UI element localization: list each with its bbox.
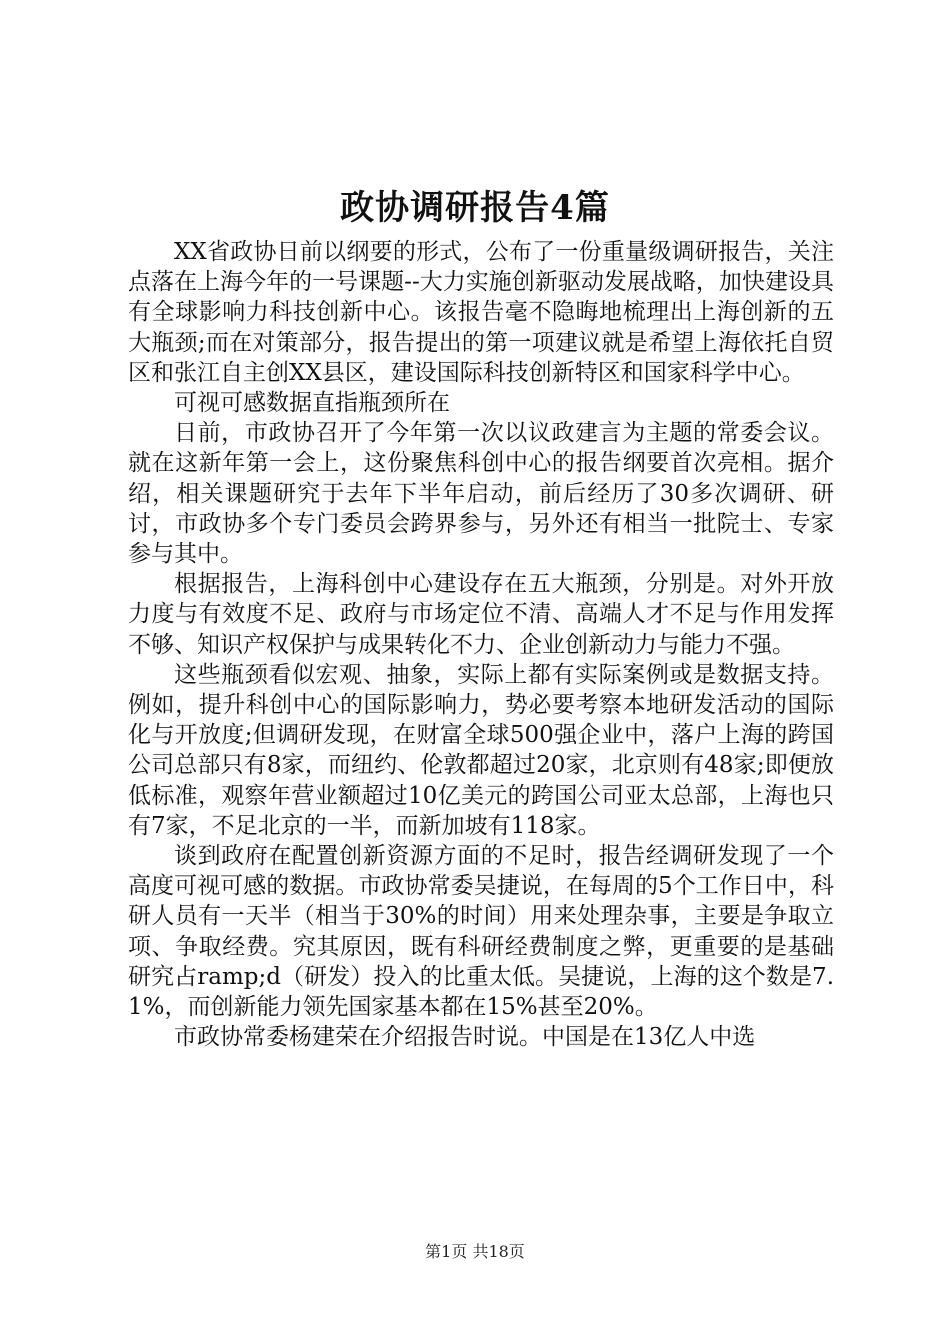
paragraph-continued: 市政协常委杨建荣在介绍报告时说。中国是在13亿人中选 [174, 1024, 756, 1051]
paragraph-bottlenecks: 根据报告，上海科创中心建设存在五大瓶颈，分别是。对外开放力度与有效度不足、政府与市场定位不清、高端人才不足与作用发挥不够、知识产权保护与成果转化不力、企业创新动力与能力不强。 [128, 571, 834, 658]
document-title: 政协调研报告4篇 [340, 188, 610, 228]
section-heading: 可视可感数据直指瓶颈所在 [174, 390, 450, 417]
paragraph-data-support: 这些瓶颈看似宏观、抽象，实际上都有实际案例或是数据支持。例如，提升科创中心的国际影响力，势必要考察本地研发活动的国际化与开放度;但调研发现，在财富全球500强企业中，落户上海的跨国公司总部只有8家，而纽约、伦敦都超过20家，北京则有48家;即便放低标准，观察年营业额超过10亿美元的跨国公司亚太总部，上海也只有7家，不足北京的一半，而新加坡有118家。 [128, 661, 834, 839]
page-footer: 第1页 共18页 [425, 1242, 525, 1261]
paragraph-government: 谈到政府在配置创新资源方面的不足时，报告经调研发现了一个高度可视可感的数据。市政协常委吴捷说，在每周的5个工作日中，科研人员有一天半（相当于30%的时间）用来处理杂事，主要是争取立项、争取经费。究其原因，既有科研经费制度之弊，更重要的是基础研究占ramp;d（研发）投入的比重太低。吴捷说，上海的这个数是7.1%，而创新能力领先国家基本都在15%甚至20%。 [128, 843, 834, 1021]
paragraph-intro: XX省政协日前以纲要的形式，公布了一份重量级调研报告，关注点落在上海今年的一号课题--大力实施创新驱动发展战略，加快建设具有全球影响力科技创新中心。该报告毫不隐晦地梳理出上海创新的五大瓶颈;而在对策部分，报告提出的第一项建议就是希望上海依托自贸区和张江自主创XX县区，建设国际科技创新特区和国家科学中心。 [128, 239, 834, 386]
document-body [128, 237, 834, 1052]
paragraph-meeting: 日前，市政协召开了今年第一次以议政建言为主题的常委会议。就在这新年第一会上，这份聚焦科创中心的报告纲要首次亮相。据介绍，相关课题研究于去年下半年启动，前后经历了30多次调研、研讨，市政协多个专门委员会跨界参与，另外还有相当一批院士、专家参与其中。 [128, 420, 834, 568]
